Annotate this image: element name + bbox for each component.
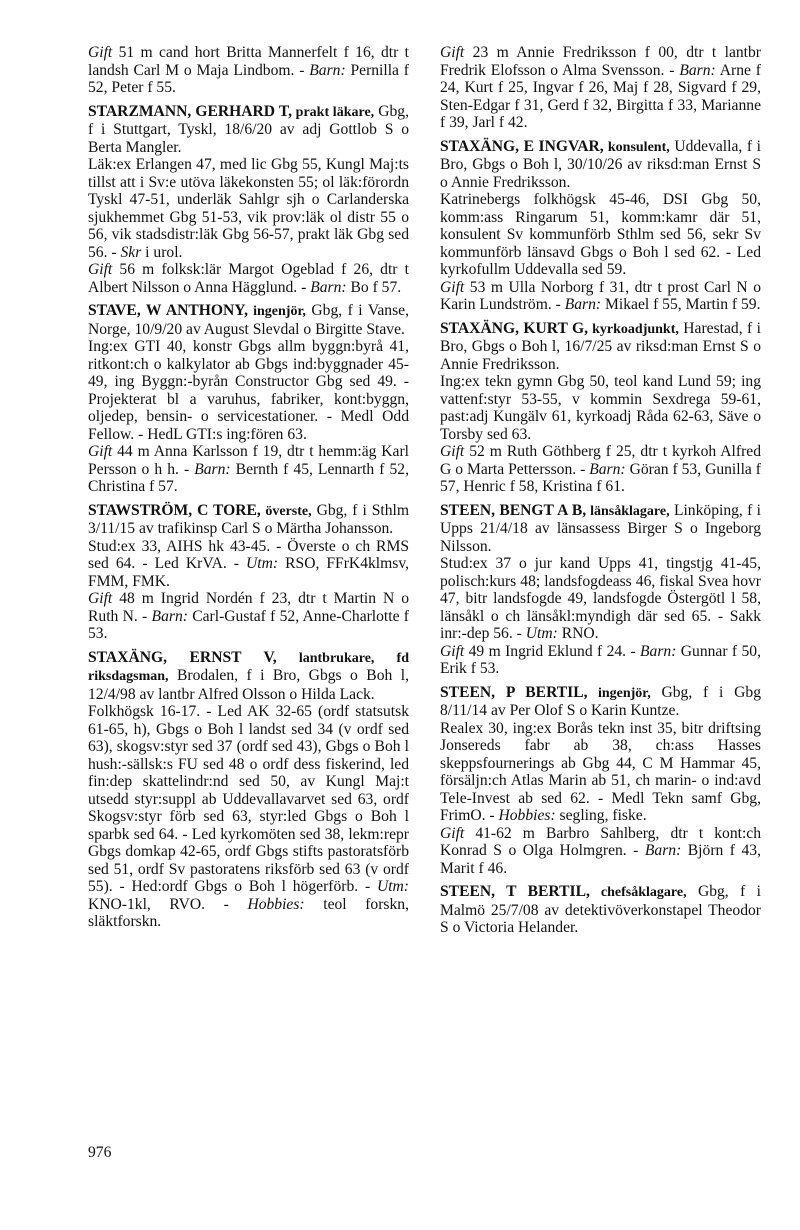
directory-entry	[88, 44, 409, 97]
directory-entry	[88, 302, 409, 496]
entry-heading	[440, 883, 761, 937]
entry-paragraph	[88, 44, 409, 97]
entry-paragraph	[440, 825, 761, 878]
directory-entry	[88, 502, 409, 643]
field-text: Arne f 24, Kurt f 25, Ingvar f 26, Maj f 28, Sigvard f 29, Sten-Edgar f 31, Gerd f 32, Birgitta f 33, Marianne f 39, Jarl f 42.	[440, 61, 761, 131]
field-text: 48 m Ingrid Nordén f 23, dtr t Martin N o Ruth N. -	[88, 590, 409, 625]
entry-paragraph	[440, 191, 761, 279]
person-intro: Gbg, f i Malmö 25/7/08 av detektivöverkonstapel Theodor S o Victoria Helander.	[440, 883, 761, 936]
person-intro: Harestad, f i Bro, Gbgs o Boh l, 16/7/25 av riksd:man Ernst S o Annie Fredriksson.	[440, 319, 761, 373]
field-label: Barn:	[679, 61, 716, 79]
person-name: STAVE, W ANTHONY,	[88, 302, 249, 319]
field-text: 44 m Anna Karlsson f 19, dtr t hemm:äg Karl Persson o h h. -	[88, 443, 409, 478]
person-title: konsulent,	[603, 139, 670, 155]
entry-heading	[88, 649, 409, 704]
directory-entry	[440, 320, 761, 496]
field-label: Gift	[88, 590, 113, 607]
entry-heading	[440, 502, 761, 556]
person-title: överste,	[260, 503, 312, 519]
field-label: Barn:	[151, 607, 188, 625]
field-label: Gift	[88, 44, 113, 61]
directory-entry	[88, 649, 409, 931]
person-name: STEEN, P BERTIL,	[440, 683, 588, 701]
field-text: Göran f 53, Gunilla f 57, Henric f 58, Kristina f 61.	[440, 460, 761, 495]
person-title: ingenjör,	[248, 304, 306, 319]
entry-paragraph	[88, 590, 409, 643]
entry-paragraph	[440, 44, 761, 132]
field-label: Barn:	[589, 460, 626, 478]
field-text: 56 m folksk:lär Margot Ogeblad f 26, dtr t Albert Nilsson o Anna Hägglund. -	[88, 261, 409, 296]
field-label: Barn:	[640, 642, 677, 660]
person-title: kyrkoadjunkt,	[588, 321, 679, 337]
field-text: Ing:ex tekn gymn Gbg 50, teol kand Lund 59; ing vattenf:styr 53-55, v kommin Sexdrega 59-61, past:adj Kungälv 61, kyrkoadj Råda 62-63, Säve o Torsby sed 63.	[440, 373, 761, 443]
field-label: Gift	[88, 261, 113, 278]
page-number: 976	[88, 1144, 112, 1161]
directory-entry	[440, 502, 761, 678]
field-label: Barn:	[564, 296, 602, 313]
person-title: lantbrukare, fd riksdagsman,	[88, 650, 409, 684]
directory-entry	[440, 684, 761, 878]
person-name: STEEN, BENGT A B,	[440, 501, 587, 519]
field-text: Carl-Gustaf f 52, Anne-Charlotte f 53.	[88, 607, 410, 642]
person-name: STAXÄNG, ERNST V,	[88, 648, 277, 666]
entry-heading	[440, 684, 761, 720]
field-text: 53 m Ulla Norborg f 31, dtr t prost Carl N o Karin Lundström. -	[440, 278, 761, 313]
field-text: teol forskn, släktforskn.	[88, 895, 409, 930]
entry-paragraph	[440, 279, 761, 314]
field-text: Ing:ex GTI 40, konstr Gbgs allm byggn:byrå 41, ritkont:ch o kalkylator ab Gbgs ind:byggnader 45-49, ing Byggn:-byrån Constructor Gbg sed 49. - Projekterat bl a varuhus, fabriker, kont:byggn, oljedep, bensin- o servicestationer. - Medl Odd Fellow. - HedL GTI:s ing:fören 63.	[88, 338, 409, 443]
entry-paragraph	[440, 555, 761, 643]
field-text: Gunnar f 50, Erik f 53.	[440, 642, 761, 677]
person-intro: Gbg, f i Gbg 8/11/14 av Per Olof S o Karin Kuntze.	[440, 683, 761, 719]
entry-heading	[440, 138, 761, 192]
field-label: Gift	[440, 443, 465, 460]
field-text: Folkhögsk 16-17. - Led AK 32-65 (ordf statsutsk 61-65, h), Gbgs o Boh l landst sed 34 (v ordf sed 63), skogsv:styr sed 37 (ordf sed 43), Gbgs o Boh l hush:-sällsk:s FU sed 48 o ordf dess fiskerind, led fin:dep skattelindr:nd sed 50, av Kungl Maj:t utsedd styr:suppl ab Uddevallavarvet sed 63, ordf Skogsv:styr förb sed 63, styr:led Gbgs o Boh l sparbk sed 64. - Led kyrkomöten sed 38, lekm:repr Gbgs domkap 42-65, ordf Gbgs stifts pastoratsförb sed 51, ordf Sv pastoratens riksförb sed 63 (v ordf 55). - Hed:ordf Gbgs o Boh l högerförb. -	[88, 703, 409, 895]
field-text: Björn f 43, Marit f 46.	[440, 842, 761, 877]
field-text: Läk:ex Erlangen 47, med lic Gbg 55, Kungl Maj:ts tillst att i Sv:e utöva läkekonsten 55; ol läk:förordn Tyskl 47-51, underläk Sahlgr sjh o Carlanderska sjukhemmet Gbg 51-53, vik prov:läk ol distr 55 o 56, vik stadsdistr:läk Gbg 56-57, prakt läk Gbg sed 56. -	[88, 156, 409, 261]
directory-entry	[440, 44, 761, 132]
entry-paragraph	[440, 373, 761, 443]
field-text: 41-62 m Barbro Sahlberg, dtr t kont:ch Konrad S o Olga Holmgren. -	[440, 824, 761, 859]
directory-entry	[440, 138, 761, 314]
entry-paragraph	[440, 443, 761, 496]
field-text: Realex 30, ing:ex Borås tekn inst 35, bitr driftsing Jonsereds fabr ab 38, ch:ass Hasses skeppsfournerings ab Gbg 44, C M Hammar 45, försäljn:ch Atlas Marin ab 51, ch marin- o ind:avd Tele-Invest ab sed 62. - Medl Tekn samf Gbg, FrimO. -	[440, 719, 761, 824]
field-text: Stud:ex 37 o jur kand Upps 41, tingstjg 41-45, polisch:kurs 48; landsfogdeass 46, fiskal Svea hovr 47, bitr landsfogde 49, landsfogde Östergötl l 58, länsåkl o ch länsåkl:myndigh där sed 65. - Sakk inr:-dep 56. -	[440, 555, 761, 642]
field-text: RSO, FFrK4klmsv, FMM, FMK.	[88, 555, 409, 590]
person-title: länsåklagare,	[586, 503, 670, 519]
field-text: RNO.	[557, 625, 599, 642]
entry-paragraph	[88, 703, 409, 931]
field-text: 51 m cand hort Britta Mannerfelt f 16, dtr t landsh Carl M o Maja Lindbom. -	[88, 44, 409, 79]
field-text: i urol.	[141, 243, 183, 261]
entry-paragraph	[440, 643, 761, 678]
person-intro: Gbg, f i Stuttgart, Tyskl, 18/6/20 av adj Gottlob S o Berta Mangler.	[88, 102, 409, 156]
field-text: 49 m Ingrid Eklund f 24. -	[464, 642, 641, 660]
field-label: Utm:	[246, 555, 279, 572]
entry-paragraph	[440, 720, 761, 825]
entry-heading	[88, 103, 409, 157]
person-intro: Gbg, f i Sthlm 3/11/15 av trafikinsp Carl S o Märtha Johansson.	[88, 501, 409, 537]
field-label: Barn:	[309, 61, 346, 79]
person-intro: Gbg, f i Vanse, Norge, 10/9/20 av August Slevdal o Birgitte Stave.	[88, 302, 409, 338]
field-label: Gift	[440, 278, 465, 296]
entry-paragraph	[88, 538, 409, 591]
person-name: STAXÄNG, KURT G,	[440, 319, 589, 337]
right-column	[440, 44, 761, 943]
field-label: Barn:	[310, 278, 347, 296]
field-label: Gift	[440, 824, 465, 842]
field-text: 52 m Ruth Göthberg f 25, dtr t kyrkoh Alfred G o Marta Pettersson. -	[440, 443, 761, 478]
entry-heading	[88, 302, 409, 338]
directory-entry	[440, 883, 761, 937]
field-label: Gift	[440, 44, 465, 61]
person-title: prakt läkare,	[291, 104, 375, 120]
field-text: 23 m Annie Fredriksson f 00, dtr t lantbr Fredrik Elofsson o Alma Svensson. -	[440, 44, 761, 79]
field-text: Mikael f 55, Martin f 59.	[601, 296, 761, 313]
person-intro: Linköping, f i Upps 21/4/18 av länsassess Birger S o Ingeborg Nilsson.	[440, 501, 761, 555]
field-text: Katrinebergs folkhögsk 45-46, DSI Gbg 50, komm:ass Ringarum 51, komm:kamr där 51, konsulent Sv kommunförb Sthlm sed 56, sekr Sv kommunförb länsavd Gbgs o Boh l sed 62. - Led kyrkofullm Uddevalla sed 59.	[440, 191, 761, 278]
field-label: Hobbies:	[247, 895, 305, 913]
field-label: Barn:	[194, 460, 231, 478]
entry-heading	[88, 502, 409, 538]
person-name: STEEN, T BERTIL,	[440, 883, 590, 900]
field-label: Utm:	[525, 625, 558, 642]
field-label: Gift	[440, 642, 465, 660]
field-text: segling, fiske.	[555, 807, 647, 824]
entry-paragraph	[88, 261, 409, 296]
directory-entry	[88, 103, 409, 297]
entry-paragraph	[88, 338, 409, 443]
field-label: Utm:	[376, 878, 409, 895]
field-label: Skr	[120, 243, 142, 261]
person-intro: Brodalen, f i Bro, Gbgs o Boh l, 12/4/98 av lantbr Alfred Olsson o Hilda Lack.	[88, 667, 409, 703]
entry-paragraph	[88, 443, 409, 496]
field-label: Gift	[88, 443, 113, 460]
field-label: Hobbies:	[498, 807, 556, 824]
entry-paragraph	[88, 156, 409, 261]
person-intro: Uddevalla, f i Bro, Gbgs o Boh l, 30/10/26 av riksd:man Ernst S o Annie Fredriksson.	[440, 137, 761, 191]
person-title: chefsåklagare,	[589, 885, 687, 900]
person-name: STAXÄNG, E INGVAR,	[440, 137, 604, 155]
field-text: Pernilla f 52, Peter f 55.	[88, 61, 409, 96]
field-text: Bo f 57.	[346, 278, 402, 296]
person-name: STAWSTRÖM, C TORE,	[88, 501, 261, 519]
entry-heading	[440, 320, 761, 374]
field-text: Stud:ex 33, AIHS hk 43-45. - Överste o ch RMS sed 64. - Led KrVA. -	[88, 537, 409, 572]
field-text: Bernth f 45, Lennarth f 52, Christina f 57.	[88, 460, 409, 495]
person-title: ingenjör,	[587, 685, 651, 701]
person-name: STARZMANN, GERHARD T,	[88, 102, 292, 120]
field-label: Barn:	[644, 842, 682, 859]
field-text: KNO-1kl, RVO. -	[88, 895, 248, 913]
left-column	[88, 44, 409, 937]
